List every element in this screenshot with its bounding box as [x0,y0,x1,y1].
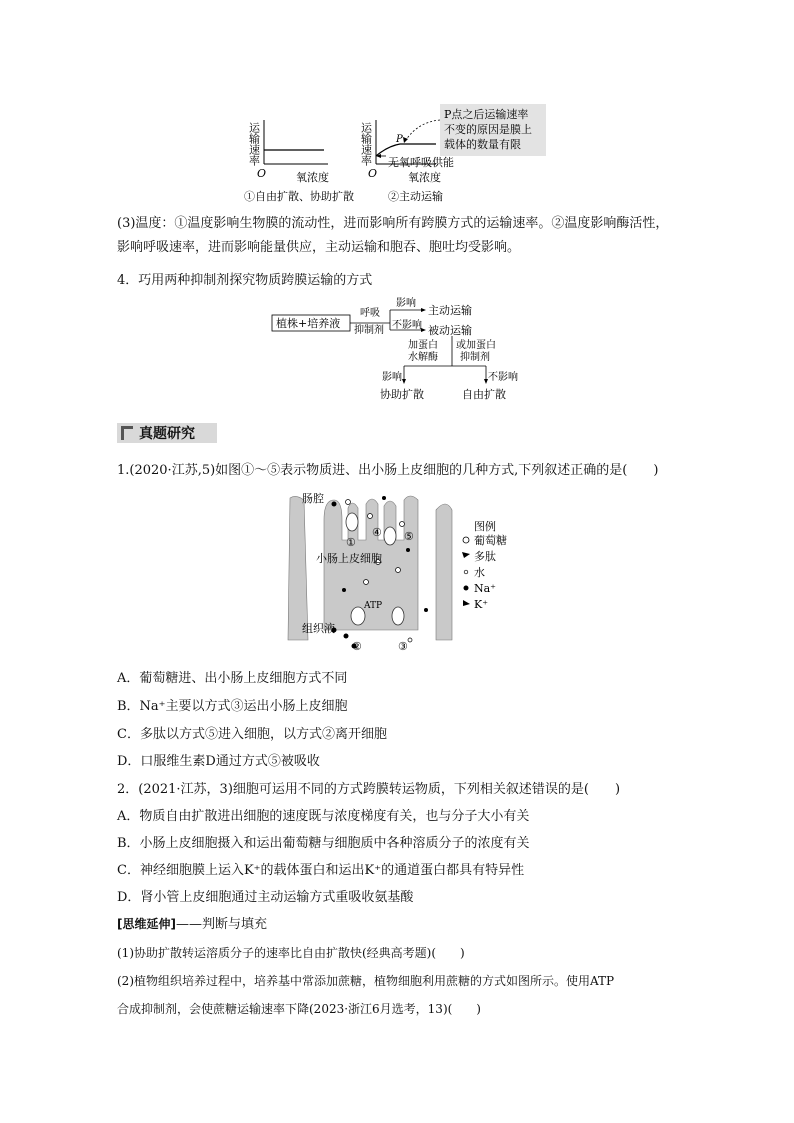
callout-line-3: 载体的数量有限 [444,138,521,151]
flow-active: 主动运输 [428,304,472,317]
fig-atp-label: ATP [364,601,383,611]
section-heading [117,423,217,443]
q2-option-c: C．神经细胞膜上运入K⁺的载体蛋白和运出K⁺的通道蛋白都具有特异性 [117,863,525,878]
flow-or-protein-line2: 抑制剂 [460,352,490,363]
extension-rest: ——判断与填充 [175,917,267,932]
flow-inhibitor-line1: 呼吸 [360,308,380,319]
graph2-point-label: P [396,134,403,145]
extension-heading [117,915,267,934]
legend-title: 图例 [474,520,496,533]
rate-graphs-figure [240,100,560,210]
graph1-y-label: 运输速率 [247,122,261,166]
q1-stem: 1.(2020·江苏,5)如图①～⑤表示物质进、出小肠上皮细胞的几种方式,下列叙述正确的是( ) [117,463,659,478]
q1-option-c: C．多肽以方式⑤进入细胞，以方式②离开细胞 [117,727,387,742]
callout-line-2: 不变的原因是膜上 [444,123,532,136]
q1-option-d: D．口服维生素D通过方式⑤被吸收 [117,754,320,769]
q1-option-a: A．葡萄糖进、出小肠上皮细胞方式不同 [117,671,348,686]
flow-start: 植株+培养液 [276,317,341,330]
extension-label-bracket-open: [ [117,917,123,931]
fig-num-1: ① [346,536,356,549]
extension-label-bracket-close: ] [170,917,176,931]
flow-passive: 被动运输 [428,324,472,337]
graph2-x-label: 氧浓度 [408,171,441,184]
graph-free-facilitated [244,120,354,203]
flow-free: 自由扩散 [462,388,506,401]
graph2-y-label: 运输速率 [359,122,373,166]
flow-protein-line2: 水解酶 [408,352,438,363]
extension-label: 思维延伸 [122,917,171,931]
graph1-caption: ①自由扩散、协助扩散 [244,190,354,203]
graph2-caption: ②主动运输 [388,190,443,203]
graph-active-transport [360,120,455,203]
fig-legend [462,519,507,611]
graph1-origin: O [257,167,267,180]
section-title: 真题研究 [139,426,195,442]
q2-stem: 2．(2021·江苏，3)细胞可运用不同的方式跨膜转运物质，下列相关叙述错误的是( ) [117,782,621,797]
legend-water: 水 [474,566,485,579]
callout-line-1: P点之后运输速率 [444,108,529,121]
intestinal-cell-figure [286,490,526,655]
legend-na: Na⁺ [474,582,496,595]
fig-num-5: ⑤ [404,530,414,543]
extension-item-1: (1)协助扩散转运溶质分子的速率比自由扩散快(经典高考题)( ) [117,946,465,960]
fig-num-4: ④ [372,526,382,539]
flow-inhibitor-line2: 抑制剂 [354,325,384,336]
section-mark-icon [121,426,133,440]
q2-option-a: A．物质自由扩散进出细胞的速度既与浓度梯度有关，也与分子大小有关 [117,809,530,824]
flow-no-affect: 不影响 [392,320,422,331]
legend-k: K⁺ [474,598,489,611]
callout-box [440,104,546,156]
graph2-origin: O [368,167,378,180]
q1-option-b: B．Na⁺主要以方式③运出小肠上皮细胞 [117,699,348,714]
flow-facilitated: 协助扩散 [380,388,424,401]
fig-cell-label: 小肠上皮细胞 [316,552,382,565]
legend-glucose: 葡萄糖 [474,534,507,547]
q2-option-d: D．肾小管上皮细胞通过主动运输方式重吸收氨基酸 [117,890,414,905]
temperature-paragraph: (3)温度：①温度影响生物膜的流动性，进而影响所有跨膜方式的运输速率。②温度影响酶活性，影响呼吸速率，进而影响能量供应，主动运输和胞吞、胞吐均受影响。 [117,216,669,255]
flow-protein-line1: 加蛋白 [408,340,438,351]
fig-num-3: ③ [398,640,408,653]
flow-no-affect2: 不影响 [488,372,518,383]
fig-tissue-label: 组织液 [302,622,335,635]
flow-affect: 影响 [396,298,416,309]
extension-item-2-line2: 合成抑制剂，会使蔗糖运输速率下降(2023·浙江6月选考，13)( ) [117,1002,481,1016]
extension-item-2-line1: (2)植物组织培养过程中，培养基中常添加蔗糖，植物细胞利用蔗糖的方式如图所示。使用ATP [117,974,615,988]
fig-num-2: ② [352,640,362,653]
flow-affect2: 影响 [382,372,402,383]
item4-heading: 4．巧用两种抑制剂探究物质跨膜运输的方式 [117,273,373,288]
graph1-x-label: 氧浓度 [296,171,329,184]
inhibitor-flow-diagram [268,296,528,406]
q2-option-b: B．小肠上皮细胞摄入和运出葡萄糖与细胞质中各种溶质分子的浓度有关 [117,836,530,851]
legend-peptide: 多肽 [474,550,496,563]
flow-or-protein-line1: 或加蛋白 [456,340,496,351]
fig-lumen-label: 肠腔 [302,492,324,505]
graph2-annotation: 无氧呼吸供能 [388,156,454,169]
